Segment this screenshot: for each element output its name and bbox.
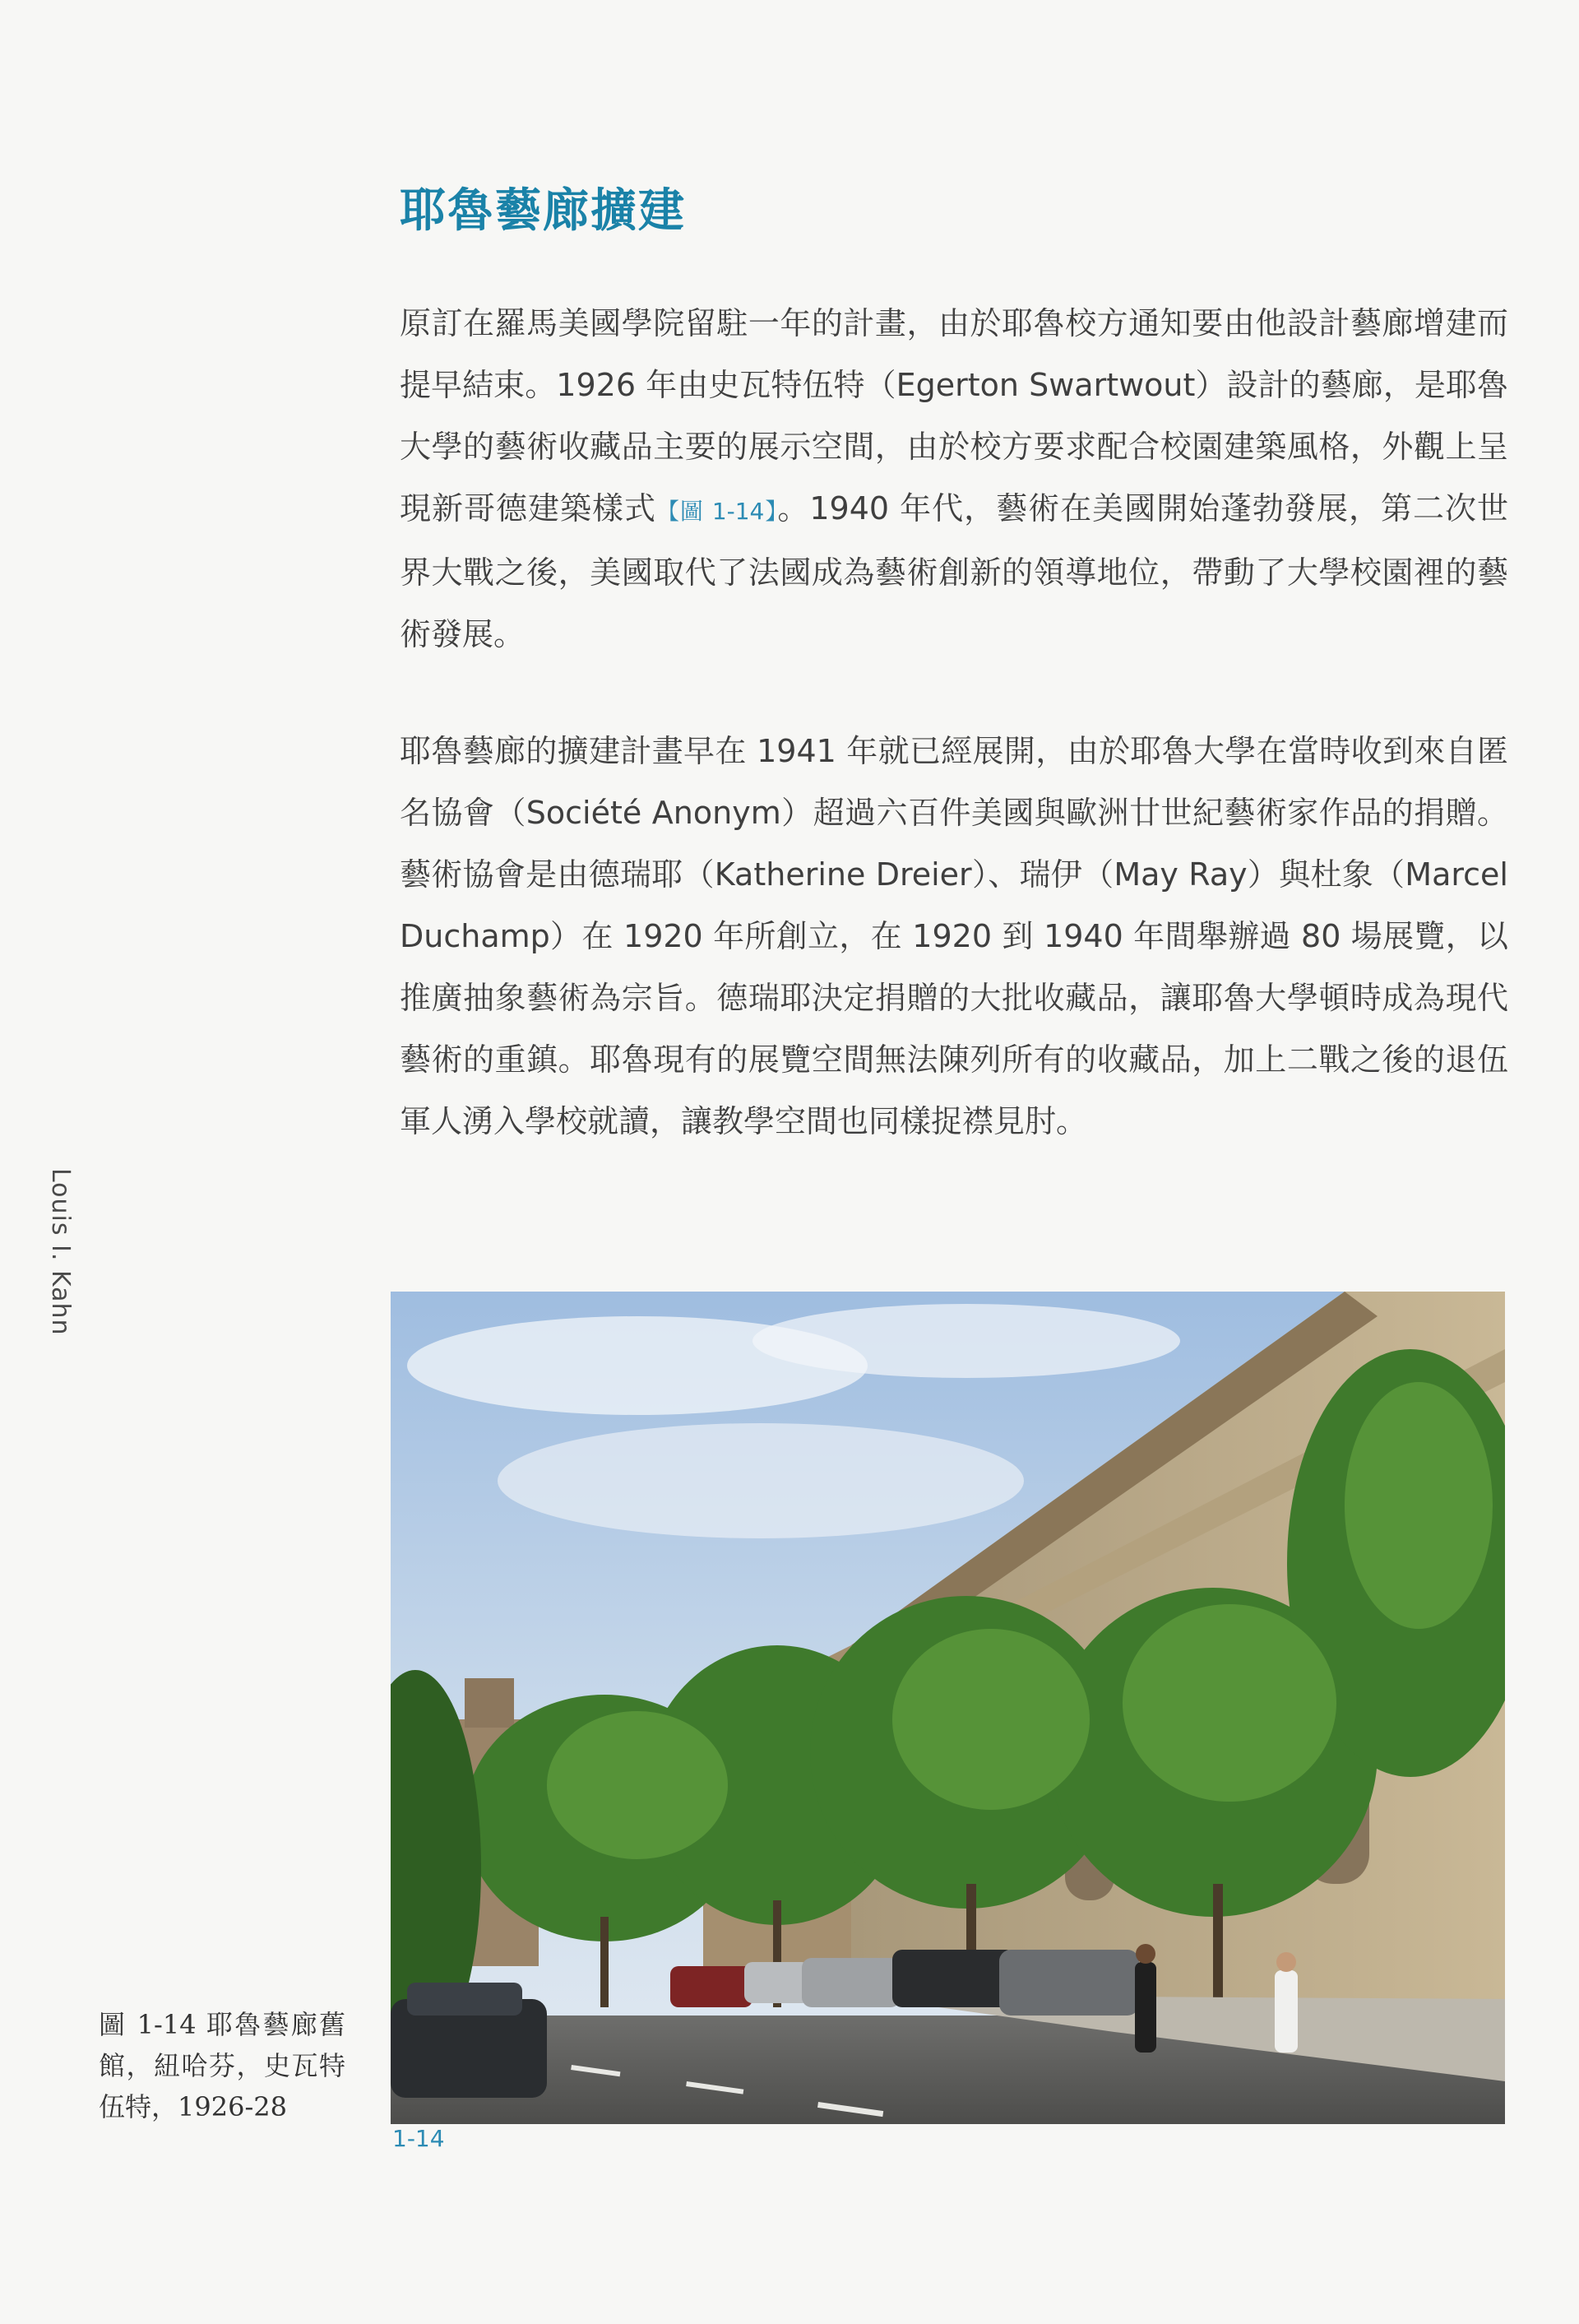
yale-gallery-photo-illustration [391,1292,1505,2124]
figure-photo [391,1292,1505,2124]
paragraph-1 [400,293,1508,666]
running-side-label: Louis I. Kahn [46,1168,75,1336]
section-heading: 耶魯藝廊擴建 [400,184,686,238]
paragraph-1-text-a: 原訂在羅馬美國學院留駐一年的計畫，由於耶魯校方通知要由他設計藝廊增建而提早結束。1926 年由史瓦特伍特（Egerton Swartwout）設計的藝廊，是耶魯大學的藝術收藏品主要的展示空間，由於校方要求配合校園建築風格，外觀上呈現新哥德建築樣式 [400,305,1508,526]
paragraph-2: 耶魯藝廊的擴建計畫早在 1941 年就已經展開，由於耶魯大學在當時收到來自匿名協會（Société Anonym）超過六百件美國與歐洲廿世紀藝術家作品的捐贈。藝術協會是由德瑞耶（Katherine Dreier）、瑞伊（May Ray）與杜象（Marcel Duchamp）在 1920 年所創立，在 1920 到 1940 年間舉辦過 80 場展覽，以推廣抽象藝術為宗旨。德瑞耶決定捐贈的大批收藏品，讓耶魯大學頓時成為現代藝術的重鎮。耶魯現有的展覽空間無法陳列所有的收藏品，加上二戰之後的退伍軍人湧入學校就讀，讓教學空間也同樣捉襟見肘。 [400,733,1508,1139]
figure-caption: 圖 1-14 耶魯藝廊舊館，紐哈芬，史瓦特伍特，1926-28 [99,2009,345,2122]
figure-reference: 【圖 1-14】 [655,498,778,525]
paragraph-1-text-b: 。1940 年代，藝術在美國開始蓬勃發展，第二次世界大戰之後，美國取代了法國成為藝術創新的領導地位，帶動了大學校園裡的藝術發展。 [400,490,1508,652]
figure-number: 1-14 [392,2125,445,2152]
